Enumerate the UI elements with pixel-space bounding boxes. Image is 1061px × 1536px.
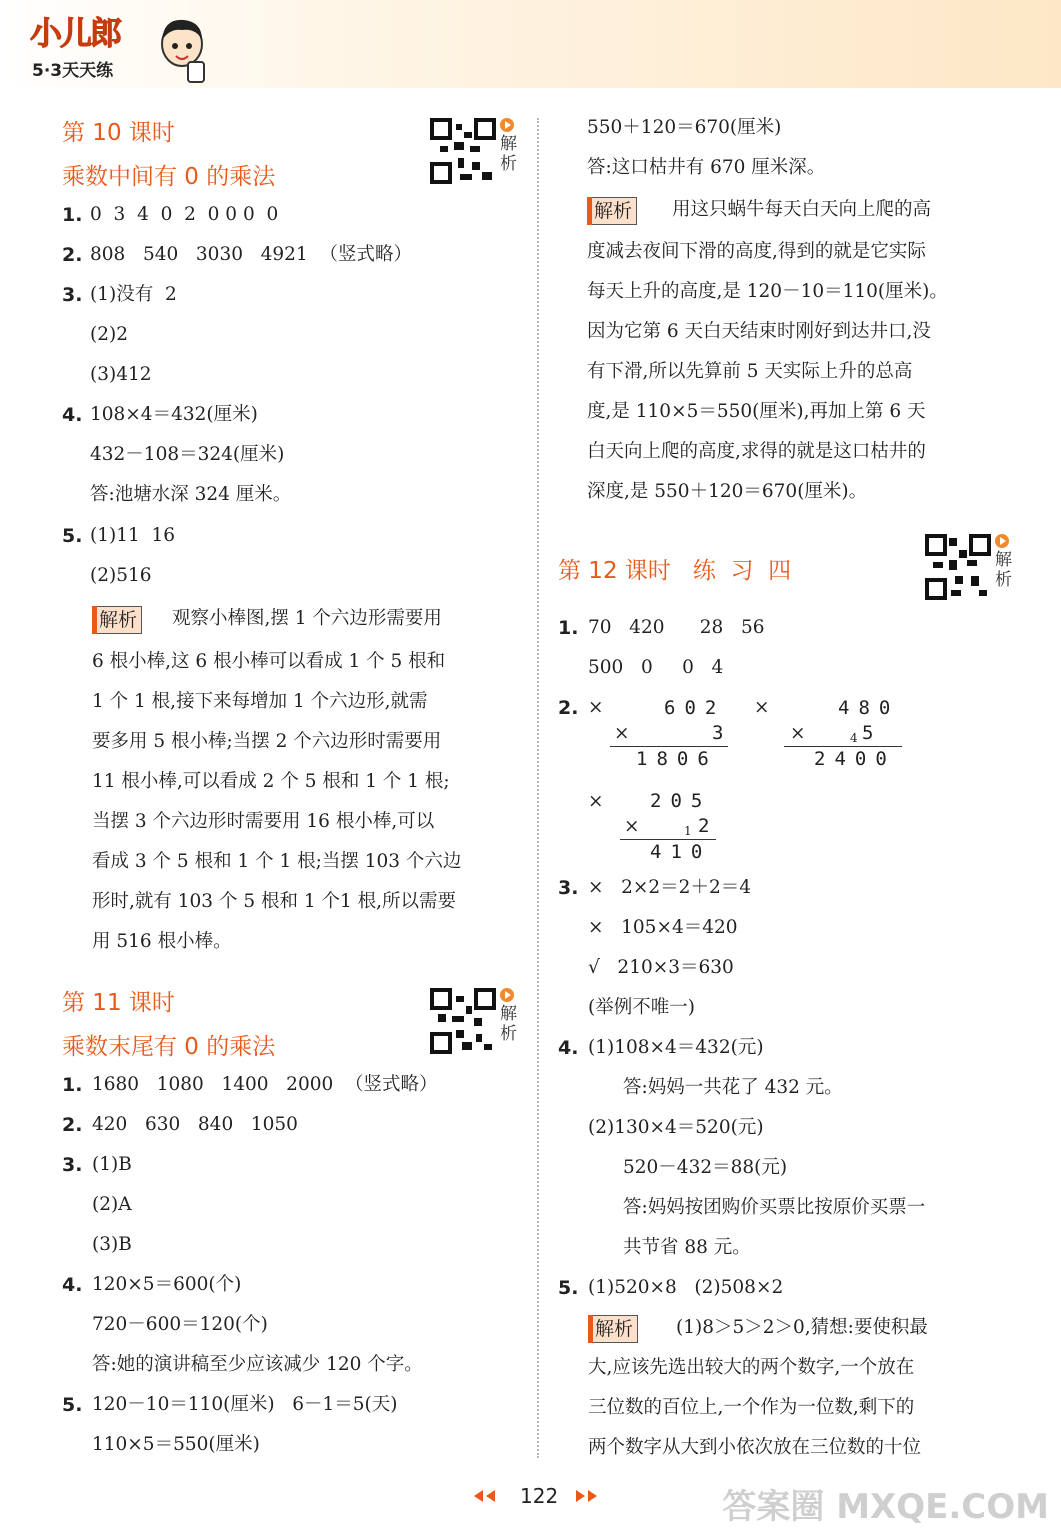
calc-b-carry: 4 — [850, 731, 858, 745]
answer-line: 70 420 28 56 — [588, 617, 765, 638]
q-num: 2. — [62, 1114, 83, 1136]
calc-a-result: 1806 — [636, 748, 718, 770]
qr-code-icon — [430, 118, 496, 184]
calc-b-rule — [784, 746, 902, 747]
watermark: 答案圈 MXQE.COM — [722, 1487, 1049, 1527]
answer-line: (2)130×4＝520(元) — [588, 1117, 764, 1138]
q-num: 4. — [558, 1037, 579, 1059]
calc-a-mul: 3 — [712, 722, 733, 744]
calc-c-result: 410 — [650, 841, 712, 863]
q-num: 1. — [62, 1074, 83, 1096]
calc-c-top: 205 — [650, 790, 712, 812]
calc-b-mul: 5 — [862, 722, 883, 744]
answer-line: 520－432＝88(元) — [623, 1157, 788, 1178]
lesson-10-subtitle: 乘数中间有 0 的乘法 — [62, 164, 276, 190]
answer-line: 808 540 3030 4921 （竖式略） — [90, 244, 412, 265]
q-num: 3. — [62, 284, 83, 306]
judge-mark: × — [754, 697, 770, 718]
answer-line: 550＋120＝670(厘米) — [587, 117, 782, 138]
analysis-line: 用这只蜗牛每天白天向上爬的高 — [672, 199, 932, 220]
answer-line: (2)A — [92, 1194, 132, 1215]
analysis-line: 当摆 3 个六边形时需要用 16 根小棒,可以 — [92, 811, 435, 832]
play-icon — [500, 988, 514, 1002]
prev-arrow-icon[interactable] — [486, 1490, 495, 1502]
answer-line: 答:妈妈按团购价买票比按原价买票一 — [623, 1197, 926, 1218]
q-num: 2. — [558, 697, 579, 719]
analysis-line: 三位数的百位上,一个作为一位数,剩下的 — [588, 1397, 915, 1418]
answer-line: (1)11 16 — [90, 525, 176, 546]
lesson-11-title: 第 11 课时 — [62, 990, 175, 1016]
calc-b-top: 480 — [838, 697, 900, 719]
qr-label: 解析 — [500, 1004, 517, 1044]
page-number: 122 — [520, 1484, 559, 1508]
column-divider — [537, 118, 539, 1458]
q-num: 5. — [62, 525, 83, 547]
q-num: 2. — [62, 244, 83, 266]
calc-c-mul: 2 — [698, 815, 719, 837]
analysis-line: 两个数字从大到小依次放在三位数的十位 — [588, 1437, 922, 1458]
answer-line: × 105×4＝420 — [588, 917, 738, 938]
qr-label: 解析 — [500, 134, 517, 174]
q-num: 4. — [62, 1274, 83, 1296]
calc-b-result: 2400 — [814, 748, 896, 770]
q-num: 1. — [558, 617, 579, 639]
answer-line: 答:这口枯井有 670 厘米深。 — [587, 157, 826, 178]
analysis-line: 度,是 110×5＝550(厘米),再加上第 6 天 — [587, 401, 926, 422]
judge-mark: × — [588, 791, 604, 812]
answer-line: 500 0 0 4 — [588, 657, 724, 678]
analysis-label: 解析 — [587, 197, 637, 225]
answer-line: 108×4＝432(厘米) — [90, 404, 258, 425]
answer-line: (1)B — [92, 1154, 132, 1175]
qr-lesson-11[interactable] — [430, 988, 517, 1054]
times-sign: × — [790, 723, 806, 744]
brand-logo — [30, 8, 210, 86]
answer-line: (举例不唯一) — [588, 997, 695, 1018]
answer-line: 共节省 88 元。 — [623, 1237, 751, 1258]
analysis-line: 因为它第 6 天白天结束时刚好到达井口,没 — [587, 321, 931, 342]
times-sign: × — [624, 816, 640, 837]
calc-c-rule — [620, 839, 716, 840]
prev-arrow-icon[interactable] — [474, 1490, 483, 1502]
qr-lesson-10[interactable] — [430, 118, 517, 184]
q-num: 5. — [558, 1277, 579, 1299]
analysis-line: 每天上升的高度,是 120－10＝110(厘米)。 — [587, 281, 948, 302]
answer-line: (2)2 — [90, 324, 128, 345]
answer-line: 720－600＝120(个) — [92, 1314, 268, 1335]
judge-mark: × — [588, 697, 604, 718]
answer-line: 答:妈妈一共花了 432 元。 — [623, 1077, 843, 1098]
answer-line: √ 210×3＝630 — [588, 957, 734, 978]
analysis-line: 用 516 根小棒。 — [92, 931, 232, 952]
q-num: 3. — [62, 1154, 83, 1176]
qr-tag — [995, 534, 1017, 590]
qr-lesson-12[interactable] — [925, 534, 1012, 600]
lesson-12-title: 第 12 课时 练 习 四 — [558, 558, 792, 584]
calc-c-carry: 1 — [684, 824, 692, 838]
answer-line: 答:她的演讲稿至少应该减少 120 个字。 — [92, 1354, 423, 1375]
analysis-line: 6 根小棒,这 6 根小棒可以看成 1 个 5 根和 — [92, 651, 446, 672]
answer-line: (1)没有 2 — [90, 284, 177, 305]
q-num: 5. — [62, 1394, 83, 1416]
next-arrow-icon[interactable] — [576, 1490, 585, 1502]
answer-line: 420 630 840 1050 — [92, 1114, 298, 1135]
answer-line: 1680 1080 1400 2000 （竖式略） — [92, 1074, 438, 1095]
answer-line: (3)412 — [90, 364, 152, 385]
calc-a-top: 602 — [664, 697, 726, 719]
answer-line: (3)B — [92, 1234, 132, 1255]
q-num: 1. — [62, 204, 83, 226]
answer-line: 432－108＝324(厘米) — [90, 444, 285, 465]
mascot-icon — [158, 14, 206, 84]
lesson-11-subtitle: 乘数末尾有 0 的乘法 — [62, 1034, 276, 1060]
page-footer — [470, 1484, 610, 1514]
next-arrow-icon[interactable] — [588, 1490, 597, 1502]
qr-tag — [500, 988, 522, 1044]
qr-code-icon — [925, 534, 991, 600]
analysis-line: 看成 3 个 5 根和 1 个 1 根;当摆 103 个六边 — [92, 851, 462, 872]
answer-line: 0 3 4 0 2 0 0 0 0 — [90, 204, 279, 225]
qr-code-icon — [430, 988, 496, 1054]
analysis-line: 度减去夜间下滑的高度,得到的就是它实际 — [587, 241, 926, 262]
analysis-line: 有下滑,所以先算前 5 天实际上升的总高 — [587, 361, 913, 382]
qr-label: 解析 — [995, 550, 1012, 590]
play-icon — [995, 534, 1009, 548]
answer-line: × 2×2＝2＋2＝4 — [588, 877, 751, 898]
analysis-label: 解析 — [588, 1315, 638, 1343]
analysis-line: 深度,是 550＋120＝670(厘米)。 — [587, 481, 868, 502]
analysis-line: 白天向上爬的高度,求得的就是这口枯井的 — [587, 441, 926, 462]
answer-line: (2)516 — [90, 565, 152, 586]
answer-line: (1)108×4＝432(元) — [588, 1037, 764, 1058]
analysis-line: 要多用 5 根小棒;当摆 2 个六边形时需要用 — [92, 731, 442, 752]
answer-line: 答:池塘水深 324 厘米。 — [90, 484, 292, 505]
q-num: 4. — [62, 404, 83, 426]
qr-tag — [500, 118, 522, 174]
analysis-line: 1 个 1 根,接下来每增加 1 个六边形,就需 — [92, 691, 428, 712]
logo-title: 小儿郎 — [30, 14, 121, 52]
analysis-line: 大,应该先选出较大的两个数字,一个放在 — [588, 1357, 915, 1378]
play-icon — [500, 118, 514, 132]
answer-line: 120×5＝600(个) — [92, 1274, 242, 1295]
analysis-line: 11 根小棒,可以看成 2 个 5 根和 1 个 1 根; — [92, 771, 450, 792]
times-sign: × — [614, 723, 630, 744]
answer-line: 110×5＝550(厘米) — [92, 1434, 260, 1455]
analysis-line: 观察小棒图,摆 1 个六边形需要用 — [172, 608, 442, 629]
analysis-line: 形时,就有 103 个 5 根和 1 个1 根,所以需要 — [92, 891, 457, 912]
calc-a-rule — [610, 746, 728, 747]
analysis-line: (1)8＞5＞2＞0,猜想:要使积最 — [676, 1317, 928, 1338]
analysis-label: 解析 — [92, 606, 142, 634]
q-num: 3. — [558, 877, 579, 899]
answer-line: (1)520×8 (2)508×2 — [588, 1277, 784, 1298]
answer-line: 120－10＝110(厘米) 6－1＝5(天) — [92, 1394, 398, 1415]
logo-subtitle: 5·3天天练 — [32, 61, 114, 81]
lesson-10-title: 第 10 课时 — [62, 120, 175, 146]
